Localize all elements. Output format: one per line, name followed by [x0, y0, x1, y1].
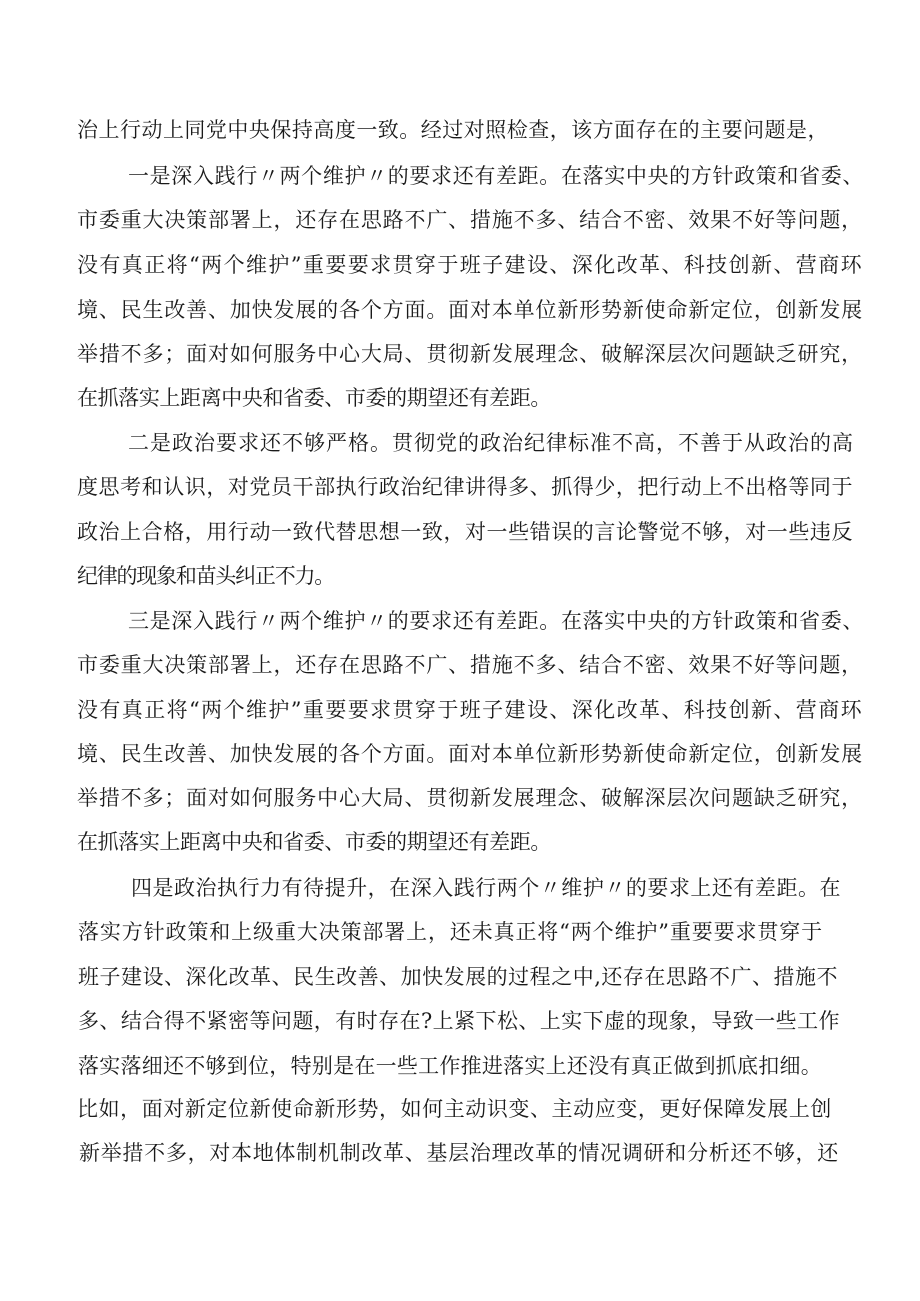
text-line: 在抓落实上距离中央和省委、市委的期望还有差距。	[77, 830, 552, 854]
text-line: 纪律的现象和苗头纠正不力。	[77, 564, 334, 588]
text-line: 落实方针政策和上级重大决策部署上，还未真正将“两个维护”重要要求贯穿于	[78, 920, 823, 944]
text-line: 境、民生改善、加快发展的各个方面。面对本单位新形势新使命新定位，创新发展	[77, 298, 863, 322]
text-line: 在抓落实上距离中央和省委、市委的期望还有差距。	[77, 386, 552, 410]
text-line: 落实落细还不够到位，特别是在一些工作推进落实上还没有真正做到抓底扣细。	[78, 1054, 822, 1078]
text-line: 举措不多；面对如何服务中心大局、贯彻新发展理念、破解深层次问题缺乏研究，	[77, 342, 863, 366]
text-line: 多、结合得不紧密等问题，有时存在?上紧下松、上实下虚的现象，导致一些工作	[78, 1009, 840, 1033]
text-line: 班子建设、深化改革、民生改善、加快发展的过程之中,还存在思路不广、措施不	[78, 965, 838, 989]
text-line: 一是深入践行〃两个维护〃的要求还有差距。在落实中央的方针政策和省委、	[128, 164, 864, 188]
text-line: 二是政治要求还不够严格。贯彻党的政治纪律标准不高，不善于从政治的高	[128, 431, 854, 455]
text-line: 度思考和认识，对党员干部执行政治纪律讲得多、抓得少，把行动上不出格等同于	[77, 475, 854, 499]
text-line: 政治上合格，用行动一致代替思想一致，对一些错误的言论警觉不够，对一些违反	[77, 520, 854, 544]
text-line: 市委重大决策部署上，还存在思路不广、措施不多、结合不密、效果不好等问题，	[77, 653, 863, 677]
text-line: 三是深入践行〃两个维护〃的要求还有差距。在落实中央的方针政策和省委、	[128, 609, 864, 633]
text-line: 没有真正将“两个维护”重要要求贯穿于班子建设、深化改革、科技创新、营商环	[77, 698, 864, 722]
text-line: 治上行动上同党中央保持高度一致。经过对照检查，该方面存在的主要问题是，	[77, 118, 830, 142]
text-line: 境、民生改善、加快发展的各个方面。面对本单位新形势新使命新定位，创新发展	[77, 742, 863, 766]
text-line: 四是政治执行力有待提升，在深入践行两个〃维护〃的要求上还有差距。在	[131, 876, 841, 900]
text-line: 市委重大决策部署上，还存在思路不广、措施不多、结合不密、效果不好等问题，	[77, 208, 863, 232]
text-line: 比如，面对新定位新使命新形势，如何主动识变、主动应变，更好保障发展上创	[77, 1097, 832, 1121]
text-line: 举措不多；面对如何服务中心大局、贯彻新发展理念、破解深层次问题缺乏研究，	[77, 786, 863, 810]
text-line: 没有真正将“两个维护”重要要求贯穿于班子建设、深化改革、科技创新、营商环	[77, 253, 864, 277]
text-line: 新举措不多，对本地体制机制改革、基层治理改革的情况调研和分析还不够，还	[79, 1141, 839, 1165]
